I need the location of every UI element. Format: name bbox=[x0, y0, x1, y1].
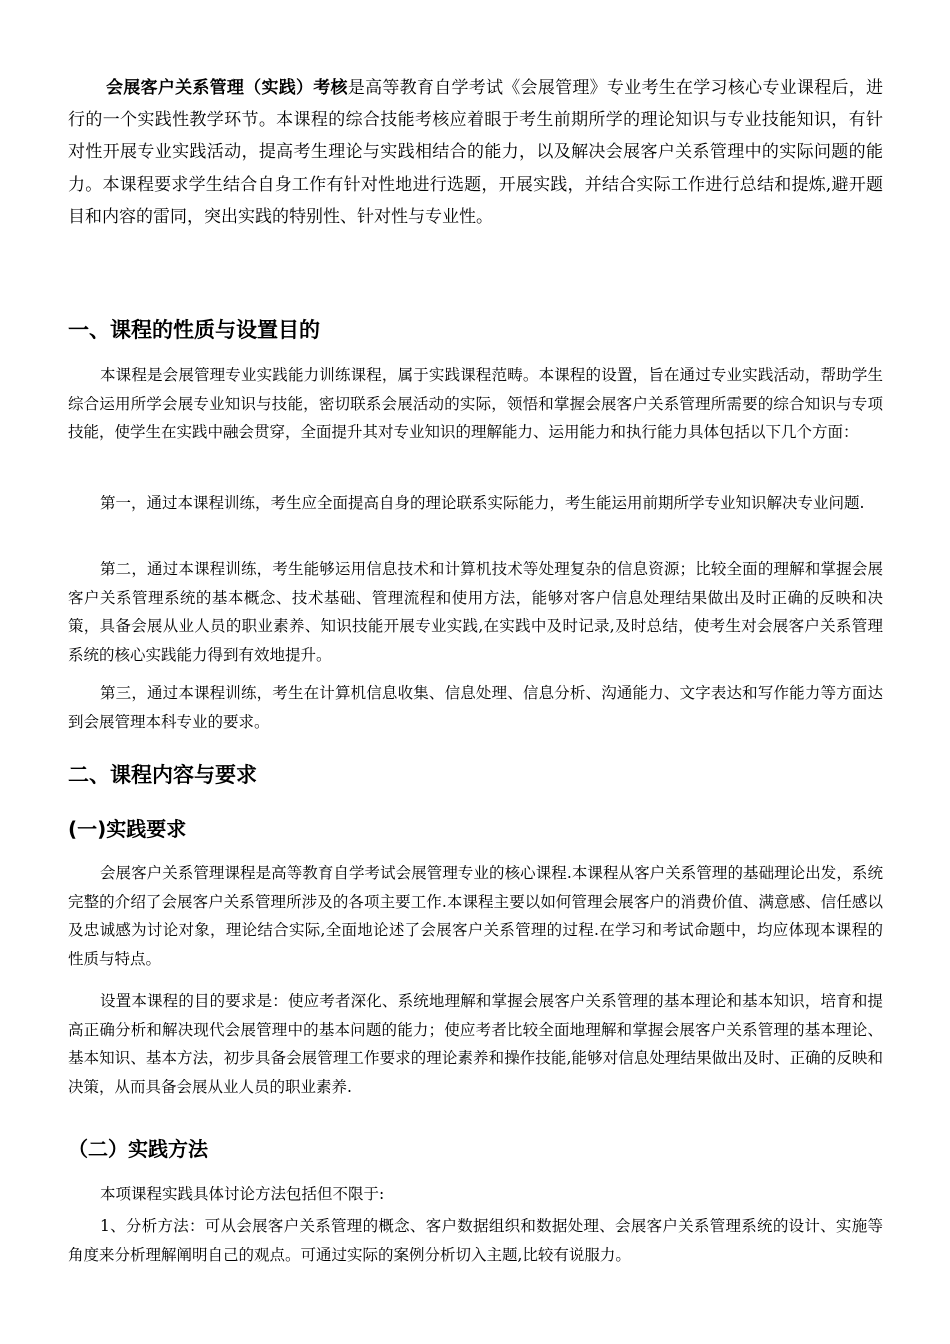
section1-heading: 一、课程的性质与设置目的 bbox=[68, 318, 320, 342]
intro-lead-bold: 会展客户关系管理（实践）考核 bbox=[106, 78, 348, 98]
section2-sub2-heading: （二）实践方法 bbox=[68, 1137, 208, 1161]
section2-sub2-paragraph-2: 1、分析方法：可从会展客户关系管理的概念、客户数据组织和数据处理、会展客户关系管理系统的设计、实施等角度来分析理解阐明自己的观点。可通过实际的案例分析切入主题,比较有说服力。 bbox=[68, 1217, 883, 1264]
section2-sub1-paragraph-1: 会展客户关系管理课程是高等教育自学考试会展管理专业的核心课程.本课程从客户关系管理的基础理论出发，系统完整的介绍了会展客户关系管理所涉及的各项主要工作.本课程主要以如何管理会展客户的消费价值、满意感、信任感以及忠诚感为讨论对象，理论结合实际,全面地论述了会展客户关系管理的过程.在学习和考试命题中，均应体现本课程的性质与特点。 bbox=[68, 864, 883, 968]
intro-body: 是高等教育自学考试《会展管理》专业考生在学习核心专业课程后，进行的一个实践性教学环节。本课程的综合技能考核应着眼于考生前期所学的理论知识与专业技能知识，有针对性开展专业实践活动，提高考生理论与实践相结合的能力，以及解决会展客户关系管理中的实际问题的能力。本课程要求学生结合自身工作有针对性地进行选题，开展实践，并结合实际工作进行总结和提炼,避开题目和内容的雷同，突出实践的特别性、针对性与专业性。 bbox=[68, 78, 884, 227]
section2-sub1-paragraph-2: 设置本课程的目的要求是：使应考者深化、系统地理解和掌握会展客户关系管理的基本理论和基本知识，培育和提高正确分析和解决现代会展管理中的基本问题的能力；使应考者比较全面地理解和掌握会展客户关系管理的基本理论、基本知识、基本方法，初步具备会展管理工作要求的理论素养和操作技能,能够对信息处理结果做出及时、正确的反映和决策，从而具备会展从业人员的职业素养. bbox=[68, 992, 883, 1096]
section1-paragraph-1: 本课程是会展管理专业实践能力训练课程，属于实践课程范畴。本课程的设置，旨在通过专业实践活动，帮助学生综合运用所学会展专业知识与技能，密切联系会展活动的实际，领悟和掌握会展客户关系管理所需要的综合知识与专项技能，使学生在实践中融会贯穿，全面提升其对专业知识的理解能力、运用能力和执行能力具体包括以下几个方面： bbox=[68, 366, 883, 441]
section2-heading: 二、课程内容与要求 bbox=[68, 763, 257, 787]
section2-sub2-paragraph-1: 本项课程实践具体讨论方法包括但不限于: bbox=[100, 1185, 385, 1203]
section2-sub1-heading: (一)实践要求 bbox=[68, 817, 187, 841]
section1-paragraph-3: 第二，通过本课程训练，考生能够运用信息技术和计算机技术等处理复杂的信息资源；比较全面的理解和掌握会展客户关系管理系统的基本概念、技术基础、管理流程和使用方法，能够对客户信息处理结果做出及时正确的反映和决策，具备会展从业人员的职业素养、知识技能开展专业实践,在实践中及时记录,及时总结，使考生对会展客户关系管理系统的核心实践能力得到有效地提升。 bbox=[68, 560, 883, 664]
intro-paragraph bbox=[68, 72, 883, 233]
section1-paragraph-2: 第一，通过本课程训练，考生应全面提高自身的理论联系实际能力，考生能运用前期所学专业知识解决专业问题. bbox=[100, 494, 865, 512]
section1-paragraph-4: 第三，通过本课程训练，考生在计算机信息收集、信息处理、信息分析、沟通能力、文字表达和写作能力等方面达到会展管理本科专业的要求。 bbox=[68, 684, 883, 731]
